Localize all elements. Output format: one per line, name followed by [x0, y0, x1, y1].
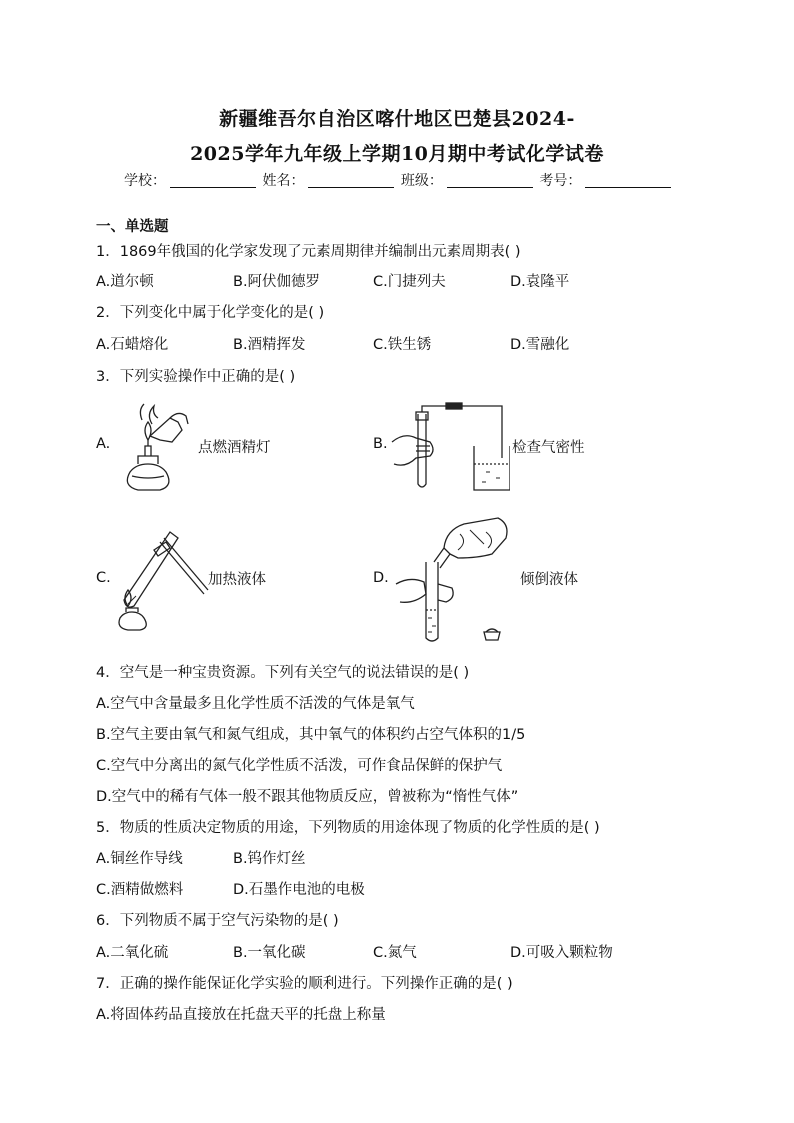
question-1-option-c[interactable]: C.门捷列夫: [373, 274, 446, 290]
heating-liquid-figure: [110, 528, 210, 632]
question-3-figure-c-letter[interactable]: C.: [96, 570, 111, 586]
class-label: 班级：: [400, 173, 443, 189]
student-info-row: [124, 170, 673, 190]
question-7-option-a[interactable]: A.将固体药品直接放在托盘天平的托盘上称量: [96, 1007, 386, 1023]
question-1-option-a[interactable]: A.道尔顿: [96, 274, 154, 290]
question-3-figure-a-caption: 点燃酒精灯: [198, 440, 271, 456]
airtightness-check-figure: [386, 398, 510, 493]
page-title-line-1: 新疆维吾尔自治区喀什地区巴楚县2024-: [219, 108, 575, 130]
class-blank[interactable]: [447, 173, 533, 188]
question-5-option-c[interactable]: C.酒精做燃料: [96, 882, 184, 898]
question-5-stem: 5．物质的性质决定物质的用途，下列物质的用途体现了物质的化学性质的是( ): [96, 820, 600, 836]
question-4-option-d[interactable]: D.空气中的稀有气体一般不跟其他物质反应，曾被称为“惰性气体”: [96, 789, 519, 805]
question-3-figure-b-caption: 检查气密性: [512, 440, 585, 456]
question-4-stem: 4．空气是一种宝贵资源。下列有关空气的说法错误的是( ): [96, 665, 470, 681]
pouring-liquid-figure: [388, 514, 514, 644]
question-6-option-a[interactable]: A.二氧化硫: [96, 945, 169, 961]
school-label: 学校：: [124, 173, 166, 189]
question-2-option-d[interactable]: D.雪融化: [510, 337, 570, 353]
question-5-option-a[interactable]: A.铜丝作导线: [96, 851, 183, 867]
question-2-option-a[interactable]: A.石蜡熔化: [96, 337, 169, 353]
question-1-stem: 1．1869年俄国的化学家发现了元素周期律并编制出元素周期表( ): [96, 244, 521, 260]
question-3-figure-d-letter[interactable]: D.: [373, 570, 389, 586]
question-5-option-b[interactable]: B.钨作灯丝: [233, 851, 306, 867]
school-blank[interactable]: [170, 173, 256, 188]
question-2-option-c[interactable]: C.铁生锈: [373, 337, 432, 353]
question-6-option-b[interactable]: B.一氧化碳: [233, 945, 306, 961]
name-label: 姓名：: [262, 173, 305, 189]
question-6-option-c[interactable]: C.氮气: [373, 945, 417, 961]
question-4-option-b[interactable]: B.空气主要由氧气和氮气组成，其中氧气的体积约占空气体积的1/5: [96, 727, 526, 743]
question-6-option-d[interactable]: D.可吸入颗粒物: [510, 945, 613, 961]
page-title-line-2: 2025学年九年级上学期10月期中考试化学试卷: [190, 143, 604, 165]
question-1-option-b[interactable]: B.阿伏伽德罗: [233, 274, 321, 290]
question-2-option-b[interactable]: B.酒精挥发: [233, 337, 306, 353]
name-blank[interactable]: [308, 173, 394, 188]
question-7-stem: 7．正确的操作能保证化学实验的顺利进行。下列操作正确的是( ): [96, 976, 513, 992]
question-1-option-d[interactable]: D.袁隆平: [510, 274, 570, 290]
question-3-figure-b-letter[interactable]: B.: [373, 436, 388, 452]
question-4-option-a[interactable]: A.空气中含量最多且化学性质不活泼的气体是氧气: [96, 696, 415, 712]
question-3-figure-c-caption: 加热液体: [208, 572, 266, 588]
number-label: 考号：: [539, 173, 582, 189]
question-6-stem: 6．下列物质不属于空气污染物的是( ): [96, 913, 339, 929]
question-5-option-d[interactable]: D.石墨作电池的电极: [233, 882, 365, 898]
question-2-stem: 2．下列变化中属于化学变化的是( ): [96, 305, 325, 321]
number-blank[interactable]: [585, 173, 671, 188]
question-3-figure-d-caption: 倾倒液体: [520, 572, 578, 588]
question-4-option-c[interactable]: C.空气中分离出的氮气化学性质不活泼，可作食品保鲜的保护气: [96, 758, 503, 774]
question-3-stem: 3．下列实验操作中正确的是( ): [96, 369, 296, 385]
alcohol-lamp-lighting-figure: [112, 400, 202, 495]
section-heading: 一、单选题: [96, 219, 169, 235]
question-3-figure-a-letter[interactable]: A.: [96, 436, 111, 452]
